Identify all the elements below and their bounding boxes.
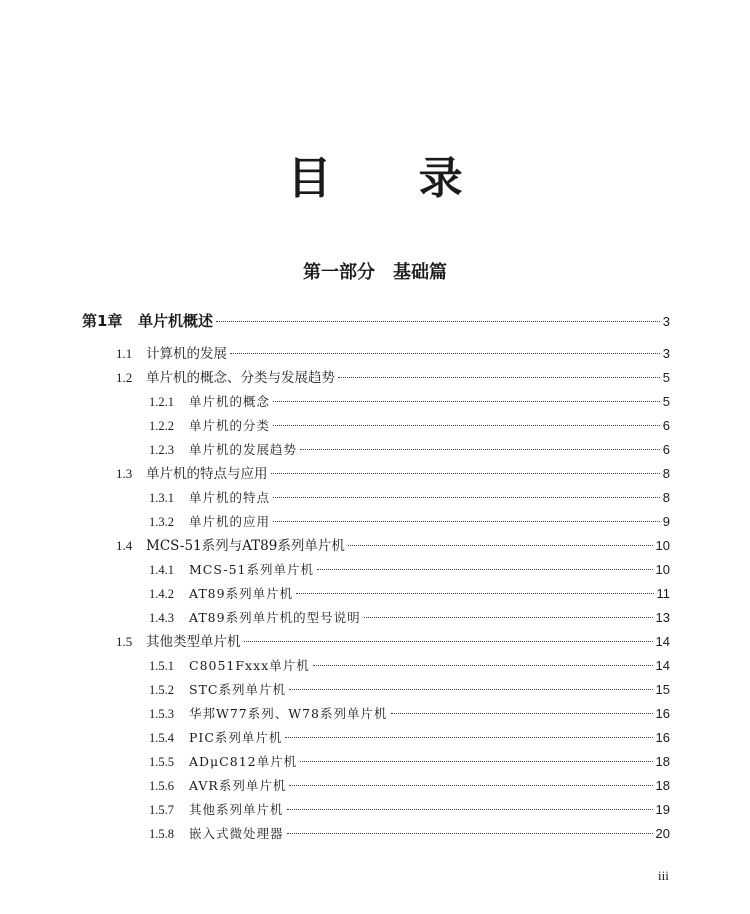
page-number: 8 bbox=[662, 490, 670, 505]
entry-title: 其他类型单片机 bbox=[146, 634, 241, 650]
page-number: 13 bbox=[655, 610, 670, 625]
entry-number: 1.3 bbox=[116, 466, 133, 481]
toc-subsection-entry[interactable] bbox=[82, 654, 670, 678]
dot-leader bbox=[289, 785, 652, 786]
toc-subsection-entry[interactable] bbox=[82, 438, 670, 462]
entry-number: 1.3.2 bbox=[149, 515, 174, 529]
dot-leader bbox=[287, 833, 653, 834]
toc-subsection-entry[interactable] bbox=[82, 606, 670, 630]
dot-leader bbox=[300, 449, 660, 450]
page-number: 14 bbox=[655, 658, 670, 673]
toc-subsection-entry[interactable] bbox=[82, 678, 670, 702]
entry-number: 1.3.1 bbox=[149, 491, 174, 505]
entry-title: MCS-51系列单片机 bbox=[189, 562, 315, 577]
entry-number: 1.5.6 bbox=[149, 779, 174, 793]
toc-subsection-entry[interactable] bbox=[82, 414, 670, 438]
page-number: 3 bbox=[662, 314, 670, 329]
toc-subsection-entry[interactable] bbox=[82, 390, 670, 414]
page-title: 目 录 bbox=[287, 153, 499, 204]
entry-title: 单片机的概念 bbox=[189, 394, 271, 409]
page-number: 10 bbox=[655, 538, 670, 553]
dot-leader bbox=[300, 761, 652, 762]
dot-leader bbox=[348, 545, 653, 546]
dot-leader bbox=[273, 401, 660, 402]
page-number: 8 bbox=[662, 466, 670, 481]
entry-number: 1.5.1 bbox=[149, 659, 174, 673]
toc-subsection-entry[interactable] bbox=[82, 774, 670, 798]
entry-title: 单片机的分类 bbox=[189, 418, 271, 433]
page-number: 3 bbox=[662, 346, 670, 361]
entry-title: AT89系列单片机 bbox=[189, 586, 294, 601]
entry-title: PIC系列单片机 bbox=[189, 730, 283, 745]
dot-leader bbox=[289, 689, 653, 690]
toc-section-entry[interactable] bbox=[82, 366, 670, 390]
toc-section-entry[interactable] bbox=[82, 630, 670, 654]
page-number: 16 bbox=[655, 706, 670, 721]
page-number: 9 bbox=[662, 514, 670, 529]
entry-number: 1.5.8 bbox=[149, 827, 174, 841]
entry-title: 嵌入式微处理器 bbox=[189, 826, 284, 841]
dot-leader bbox=[230, 353, 660, 354]
toc-subsection-entry[interactable] bbox=[82, 486, 670, 510]
entry-number: 1.5.4 bbox=[149, 731, 174, 745]
entry-title: MCS-51系列与AT89系列单片机 bbox=[146, 538, 345, 554]
entry-title: C8051Fxxx单片机 bbox=[189, 658, 310, 673]
dot-leader bbox=[364, 617, 653, 618]
entry-title: 单片机的特点与应用 bbox=[146, 466, 268, 482]
chapter-number: 第1章 bbox=[82, 312, 123, 330]
dot-leader bbox=[273, 425, 660, 426]
toc-section-entry[interactable] bbox=[82, 342, 670, 366]
entry-number: 1.4.1 bbox=[149, 563, 174, 577]
page-number: 20 bbox=[655, 826, 670, 841]
entry-title: ADμC812单片机 bbox=[189, 754, 298, 769]
entry-number: 1.4 bbox=[116, 538, 133, 553]
toc-subsection-entry[interactable] bbox=[82, 582, 670, 606]
entry-number: 1.1 bbox=[116, 346, 133, 361]
toc-subsection-entry[interactable] bbox=[82, 798, 670, 822]
entry-number: 1.4.2 bbox=[149, 587, 174, 601]
page-number: 11 bbox=[656, 586, 670, 601]
entry-title: 单片机的应用 bbox=[189, 514, 271, 529]
dot-leader bbox=[338, 377, 660, 378]
entry-title: 单片机的概念、分类与发展趋势 bbox=[146, 370, 335, 386]
entry-number: 1.2.1 bbox=[149, 395, 174, 409]
entry-title: AVR系列单片机 bbox=[189, 778, 287, 793]
page-number: 5 bbox=[662, 370, 670, 385]
toc-subsection-entry[interactable] bbox=[82, 702, 670, 726]
dot-leader bbox=[391, 713, 653, 714]
toc-section-entry[interactable] bbox=[82, 534, 670, 558]
page-number: 14 bbox=[655, 634, 670, 649]
entry-number: 1.5.7 bbox=[149, 803, 174, 817]
entry-number: 1.5.3 bbox=[149, 707, 174, 721]
entry-number: 1.5.5 bbox=[149, 755, 174, 769]
entry-title: 单片机的发展趋势 bbox=[189, 442, 298, 457]
page-number: 18 bbox=[655, 778, 670, 793]
page-number: 6 bbox=[662, 418, 670, 433]
page-number: 19 bbox=[655, 802, 670, 817]
entry-title: 单片机的特点 bbox=[189, 490, 271, 505]
dot-leader bbox=[216, 321, 660, 322]
page-number: 10 bbox=[655, 562, 670, 577]
page-number: 6 bbox=[662, 442, 670, 457]
page-folio: iii bbox=[658, 868, 669, 883]
toc-subsection-entry[interactable] bbox=[82, 822, 670, 846]
table-of-contents bbox=[82, 308, 670, 846]
toc-section-entry[interactable] bbox=[82, 462, 670, 486]
dot-leader bbox=[273, 497, 660, 498]
dot-leader bbox=[287, 809, 653, 810]
toc-subsection-entry[interactable] bbox=[82, 510, 670, 534]
dot-leader bbox=[313, 665, 653, 666]
dot-leader bbox=[271, 473, 660, 474]
entry-number: 1.4.3 bbox=[149, 611, 174, 625]
page-number: 15 bbox=[655, 682, 670, 697]
entry-number: 1.2 bbox=[116, 370, 133, 385]
part-title: 第一部分 基础篇 bbox=[303, 262, 447, 283]
dot-leader bbox=[317, 569, 653, 570]
entry-title: 计算机的发展 bbox=[146, 346, 227, 362]
dot-leader bbox=[285, 737, 652, 738]
toc-subsection-entry[interactable] bbox=[82, 726, 670, 750]
entry-number: 1.2.2 bbox=[149, 419, 174, 433]
entry-title: AT89系列单片机的型号说明 bbox=[189, 610, 361, 625]
entry-number: 1.5.2 bbox=[149, 683, 174, 697]
entry-title: STC系列单片机 bbox=[189, 682, 286, 697]
toc-chapter-entry[interactable] bbox=[82, 308, 670, 334]
toc-subsection-entry[interactable] bbox=[82, 750, 670, 774]
dot-leader bbox=[244, 641, 653, 642]
toc-subsection-entry[interactable] bbox=[82, 558, 670, 582]
chapter-title: 单片机概述 bbox=[138, 312, 214, 330]
dot-leader bbox=[273, 521, 660, 522]
page-number: 18 bbox=[655, 754, 670, 769]
page-number: 16 bbox=[655, 730, 670, 745]
entry-number: 1.2.3 bbox=[149, 443, 174, 457]
entry-title: 其他系列单片机 bbox=[189, 802, 284, 817]
page-number: 5 bbox=[662, 394, 670, 409]
entry-number: 1.5 bbox=[116, 634, 133, 649]
dot-leader bbox=[296, 593, 653, 594]
entry-title: 华邦W77系列、W78系列单片机 bbox=[189, 706, 388, 721]
